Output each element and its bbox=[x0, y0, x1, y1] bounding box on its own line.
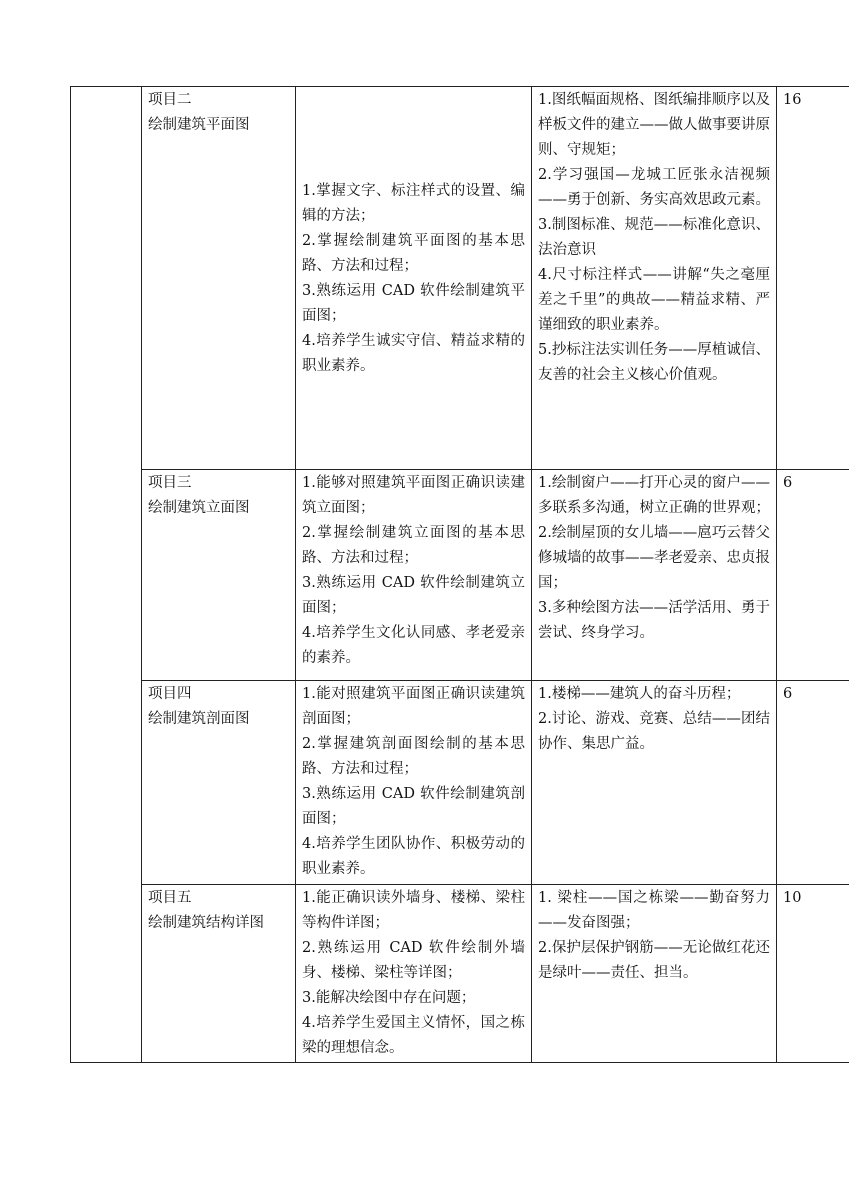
project-number: 项目三 bbox=[148, 475, 192, 491]
objective-item: 4.培养学生诚实守信、精益求精的职业素养。 bbox=[302, 332, 525, 374]
project-name: 绘制建筑结构详图 bbox=[148, 915, 264, 931]
objective-item: 1.能正确识读外墙身、楼梯、梁柱等构件详图； bbox=[302, 890, 525, 931]
ideological-item: 5.抄标注法实训任务——厚植诚信、友善的社会主义核心价值观。 bbox=[538, 342, 770, 383]
ideological-item: 1.图纸幅面规格、图纸编排顺序以及样板文件的建立——做人做事要讲原则、守规矩； bbox=[538, 92, 770, 158]
objective-item: 2.掌握绘制建筑立面图的基本思路、方法和过程； bbox=[302, 525, 525, 566]
objective-item: 2.掌握建筑剖面图绘制的基本思路、方法和过程； bbox=[302, 736, 525, 777]
objective-item: 2.熟练运用 CAD 软件绘制外墙身、楼梯、梁柱等详图； bbox=[302, 940, 525, 981]
merged-module-cell bbox=[71, 87, 142, 1063]
ideological-cell bbox=[532, 470, 777, 681]
project-cell bbox=[142, 87, 296, 470]
project-number: 项目五 bbox=[148, 890, 192, 906]
ideological-item: 1. 梁柱——国之栋梁——勤奋努力——发奋图强； bbox=[538, 890, 770, 931]
objective-item: 3.能解决绘图中存在问题； bbox=[302, 990, 476, 1006]
ideological-item: 3.多种绘图方法——活学活用、勇于尝试、终身学习。 bbox=[538, 600, 770, 641]
ideological-item: 3.制图标准、规范——标准化意识、法治意识 bbox=[538, 217, 770, 258]
hours-cell: 6 bbox=[777, 470, 849, 681]
project-name: 绘制建筑立面图 bbox=[148, 500, 250, 516]
objective-item: 4.培养学生文化认同感、孝老爱亲的素养。 bbox=[302, 625, 525, 666]
ideological-item: 2.讨论、游戏、竞赛、总结——团结协作、集思广益。 bbox=[538, 711, 770, 752]
ideological-item: 1.楼梯——建筑人的奋斗历程； bbox=[538, 686, 741, 702]
table-row bbox=[71, 87, 849, 470]
ideological-item: 2.学习强国—龙城工匠张永洁视频——勇于创新、务实高效思政元素。 bbox=[538, 167, 770, 208]
table-row bbox=[71, 470, 849, 681]
objective-item: 2.掌握绘制建筑平面图的基本思路、方法和过程； bbox=[302, 232, 525, 274]
objective-item: 4.培养学生团队协作、积极劳动的职业素养。 bbox=[302, 836, 525, 877]
objectives-cell bbox=[296, 681, 532, 885]
table-row bbox=[71, 885, 849, 1063]
objective-item: 3.熟练运用 CAD 软件绘制建筑剖面图； bbox=[302, 786, 525, 827]
objectives-cell bbox=[296, 470, 532, 681]
project-cell bbox=[142, 681, 296, 885]
ideological-cell bbox=[532, 885, 777, 1063]
project-cell bbox=[142, 470, 296, 681]
ideological-item: 4.尺寸标注样式——讲解“失之毫厘差之千里”的典故——精益求精、严谨细致的职业素养。 bbox=[538, 267, 770, 333]
table-row bbox=[71, 681, 849, 885]
ideological-cell bbox=[532, 681, 777, 885]
hours-cell: 6 bbox=[777, 681, 849, 885]
ideological-cell bbox=[532, 87, 777, 470]
project-number: 项目二 bbox=[148, 92, 192, 108]
ideological-item: 2.绘制屋顶的女儿墙——扈巧云替父修城墙的故事——孝老爱亲、忠贞报国； bbox=[538, 525, 770, 591]
objective-item: 1.掌握文字、标注样式的设置、编辑的方法； bbox=[302, 182, 525, 224]
objectives-cell bbox=[296, 87, 532, 470]
project-name: 绘制建筑剖面图 bbox=[148, 711, 250, 727]
curriculum-table bbox=[70, 86, 849, 1063]
ideological-item: 1.绘制窗户——打开心灵的窗户——多联系多沟通，树立正确的世界观； bbox=[538, 475, 770, 516]
project-cell bbox=[142, 885, 296, 1063]
objective-item: 3.熟练运用 CAD 软件绘制建筑平面图； bbox=[302, 282, 525, 324]
hours-cell: 10 bbox=[777, 885, 849, 1063]
objective-item: 1.能对照建筑平面图正确识读建筑剖面图； bbox=[302, 686, 525, 727]
objectives-cell bbox=[296, 885, 532, 1063]
hours-cell: 16 bbox=[777, 87, 849, 470]
ideological-item: 2.保护层保护钢筋——无论做红花还是绿叶——责任、担当。 bbox=[538, 940, 770, 981]
project-name: 绘制建筑平面图 bbox=[148, 117, 250, 133]
objective-item: 3.熟练运用 CAD 软件绘制建筑立面图； bbox=[302, 575, 525, 616]
project-number: 项目四 bbox=[148, 686, 192, 702]
objective-item: 1.能够对照建筑平面图正确识读建筑立面图； bbox=[302, 475, 525, 516]
objective-item: 4.培养学生爱国主义情怀，国之栋梁的理想信念。 bbox=[302, 1015, 525, 1056]
